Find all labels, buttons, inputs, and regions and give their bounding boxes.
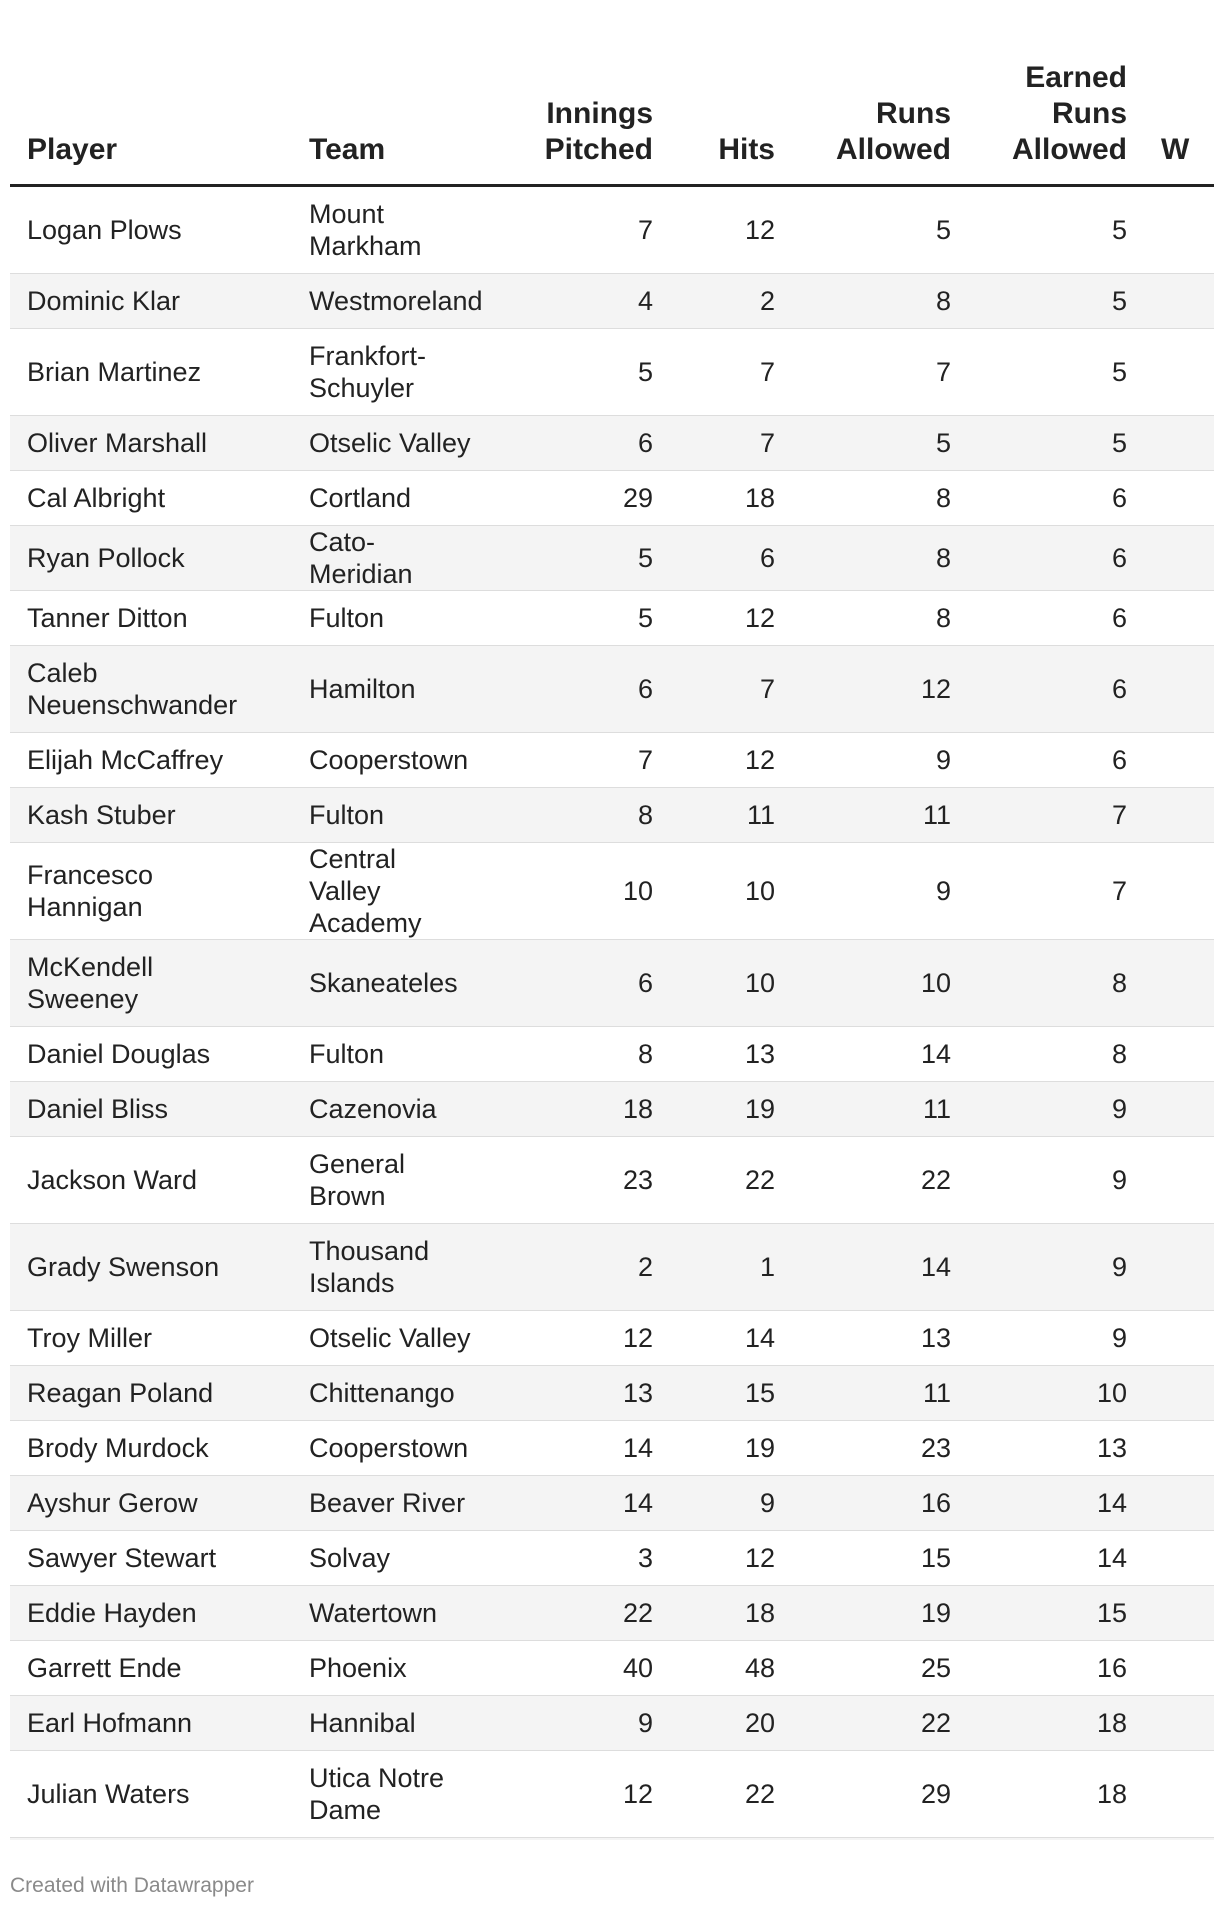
team-cell: [292, 591, 472, 646]
table-row: [10, 1696, 1214, 1751]
column-header-earned-runs-allowed[interactable]: [968, 0, 1144, 186]
runs-allowed-cell: 23: [792, 1421, 968, 1476]
player-cell: [10, 1224, 292, 1311]
cell-line: Chittenango: [309, 1378, 455, 1408]
table-viewport[interactable]: [10, 0, 1214, 1840]
earned-runs-allowed-cell: 9: [968, 1137, 1144, 1224]
cell-line: Hamilton: [309, 674, 416, 704]
cell-line: Caleb: [27, 658, 98, 688]
hits-cell: 19: [670, 1082, 792, 1137]
cell-line: Watertown: [309, 1598, 438, 1628]
table-body: [10, 186, 1214, 1841]
innings-pitched-cell: 5: [472, 329, 670, 416]
player-cell: [10, 1137, 292, 1224]
team-cell: [292, 1082, 472, 1137]
earned-runs-allowed-cell: 5: [968, 274, 1144, 329]
cell-line: Frankfort-: [309, 341, 427, 371]
walks-cell: [1144, 416, 1214, 471]
cell-line: Julian Waters: [27, 1779, 190, 1809]
player-cell: [10, 1476, 292, 1531]
cell-line: Cazenovia: [309, 1094, 437, 1124]
cell-line: Fulton: [309, 1039, 385, 1069]
team-cell: [292, 733, 472, 788]
player-cell: [10, 1082, 292, 1137]
cell-line: Reagan Poland: [27, 1378, 214, 1408]
cell-line: Brown: [309, 1181, 386, 1211]
earned-runs-allowed-cell: 16: [968, 1641, 1144, 1696]
cell-line: General: [309, 1149, 406, 1179]
innings-pitched-cell: 9: [472, 1696, 670, 1751]
earned-runs-allowed-cell: 6: [968, 471, 1144, 526]
column-header-w[interactable]: [1144, 0, 1214, 186]
innings-pitched-cell: 6: [472, 646, 670, 733]
walks-cell: [1144, 526, 1214, 591]
walks-cell: [1144, 733, 1214, 788]
hits-cell: 22: [670, 1751, 792, 1838]
walks-cell: [1144, 329, 1214, 416]
column-header-line: Runs: [1052, 97, 1127, 130]
innings-pitched-cell: 6: [472, 940, 670, 1027]
earned-runs-allowed-cell: 18: [968, 1751, 1144, 1838]
player-cell: [10, 1311, 292, 1366]
innings-pitched-cell: 18: [472, 1082, 670, 1137]
innings-pitched-cell: 8: [472, 788, 670, 843]
runs-allowed-cell: 11: [792, 1082, 968, 1137]
player-cell: [10, 843, 292, 940]
player-cell: [10, 646, 292, 733]
runs-allowed-cell: 16: [792, 1476, 968, 1531]
player-cell: [10, 940, 292, 1027]
table-row: [10, 526, 1214, 591]
team-cell: [292, 1421, 472, 1476]
walks-cell: [1144, 1641, 1214, 1696]
cell-line: Neuenschwander: [27, 690, 238, 720]
runs-allowed-cell: 5: [792, 416, 968, 471]
team-cell: [292, 1531, 472, 1586]
earned-runs-allowed-cell: 6: [968, 733, 1144, 788]
hits-cell: 7: [670, 646, 792, 733]
innings-pitched-cell: 5: [472, 526, 670, 591]
walks-cell: [1144, 186, 1214, 274]
player-cell: [10, 274, 292, 329]
team-cell: [292, 1476, 472, 1531]
cell-line: Academy: [309, 908, 422, 938]
table-row: [10, 416, 1214, 471]
walks-cell: [1144, 1027, 1214, 1082]
cell-line: Skaneateles: [309, 968, 458, 998]
cell-line: Francesco: [27, 860, 154, 890]
team-cell: [292, 646, 472, 733]
cell-line: Ryan Pollock: [27, 543, 185, 573]
hits-cell: 14: [670, 1311, 792, 1366]
cell-line: Cal Albright: [27, 483, 166, 513]
cell-line: Ayshur Gerow: [27, 1488, 198, 1518]
hits-cell: 7: [670, 329, 792, 416]
cell-line: Jackson Ward: [27, 1165, 198, 1195]
earned-runs-allowed-cell: 5: [968, 329, 1144, 416]
table-row: [10, 1476, 1214, 1531]
hits-cell: 12: [670, 186, 792, 274]
table-row: [10, 1751, 1214, 1838]
earned-runs-allowed-cell: 9: [968, 1082, 1144, 1137]
walks-cell: [1144, 1311, 1214, 1366]
innings-pitched-cell: 7: [472, 733, 670, 788]
column-header-line: Earned: [1025, 61, 1127, 94]
player-cell: [10, 1696, 292, 1751]
earned-runs-allowed-cell: 10: [968, 1366, 1144, 1421]
table-row: [10, 1137, 1214, 1224]
hits-cell: 12: [670, 1531, 792, 1586]
team-cell: [292, 1137, 472, 1224]
column-header-line: Allowed: [835, 133, 951, 166]
table-row: [10, 1311, 1214, 1366]
runs-allowed-cell: 5: [792, 186, 968, 274]
innings-pitched-cell: 12: [472, 1311, 670, 1366]
walks-cell: [1144, 471, 1214, 526]
earned-runs-allowed-cell: 15: [968, 1586, 1144, 1641]
innings-pitched-cell: 8: [472, 1027, 670, 1082]
runs-allowed-cell: 14: [792, 1027, 968, 1082]
hits-cell: 10: [670, 843, 792, 940]
cell-line: Otselic Valley: [309, 428, 471, 458]
runs-allowed-cell: 7: [792, 329, 968, 416]
cell-line: Hannigan: [27, 892, 143, 922]
walks-cell: [1144, 1696, 1214, 1751]
walks-cell: [1144, 1838, 1214, 1841]
hits-cell: 2: [670, 274, 792, 329]
runs-allowed-cell: 13: [792, 1311, 968, 1366]
innings-pitched-cell: 23: [472, 1137, 670, 1224]
cell-line: Sweeney: [27, 984, 139, 1014]
cell-line: Earl Hofmann: [27, 1708, 193, 1738]
player-cell: [10, 1586, 292, 1641]
runs-allowed-cell: 15: [792, 1531, 968, 1586]
cell-line: Daniel Douglas: [27, 1039, 211, 1069]
player-cell: [10, 733, 292, 788]
runs-allowed-cell: 8: [792, 591, 968, 646]
credit-text[interactable]: Created with Datawrapper: [10, 1874, 254, 1897]
walks-cell: [1144, 1224, 1214, 1311]
walks-cell: [1144, 788, 1214, 843]
innings-pitched-cell: 2: [472, 1224, 670, 1311]
table-row: [10, 1027, 1214, 1082]
player-cell: [10, 329, 292, 416]
player-cell: [10, 1027, 292, 1082]
team-cell: [292, 1027, 472, 1082]
table-row: [10, 1421, 1214, 1476]
team-cell: [292, 843, 472, 940]
cell-line: Beaver River: [309, 1488, 466, 1518]
earned-runs-allowed-cell: 9: [968, 1224, 1144, 1311]
runs-allowed-cell: 9: [792, 843, 968, 940]
cell-line: Mount: [309, 199, 385, 229]
hits-cell: 20: [670, 1696, 792, 1751]
walks-cell: [1144, 843, 1214, 940]
earned-runs-allowed-cell: 6: [968, 526, 1144, 591]
team-cell: [292, 1586, 472, 1641]
hits-cell: 12: [670, 591, 792, 646]
runs-allowed-cell: 8: [792, 471, 968, 526]
player-cell: [10, 471, 292, 526]
team-cell: [292, 416, 472, 471]
player-cell: [10, 1366, 292, 1421]
team-cell: [292, 1366, 472, 1421]
player-cell: [10, 1421, 292, 1476]
hits-cell: 18: [670, 1586, 792, 1641]
column-header-innings-pitched[interactable]: [472, 0, 670, 186]
hits-cell: 18: [670, 471, 792, 526]
player-cell: [10, 1531, 292, 1586]
hits-cell: 19: [670, 1421, 792, 1476]
innings-pitched-cell: 29: [472, 471, 670, 526]
table-row: [10, 1366, 1214, 1421]
player-cell: [10, 416, 292, 471]
team-cell: [292, 1838, 472, 1841]
cell-line: Islands: [309, 1268, 395, 1298]
table-row: [10, 733, 1214, 788]
hits-cell: 48: [670, 1641, 792, 1696]
cell-line: Cato-Meridian: [309, 527, 413, 589]
walks-cell: [1144, 1421, 1214, 1476]
earned-runs-allowed-cell: 5: [968, 416, 1144, 471]
team-cell: [292, 274, 483, 329]
cell-line: Tanner Ditton: [27, 603, 188, 633]
cell-line: Westmoreland: [309, 286, 483, 316]
hits-cell: 13: [670, 1027, 792, 1082]
innings-pitched-cell: 14: [472, 1476, 670, 1531]
cell-line: Troy Miller: [27, 1323, 152, 1353]
hits-cell: 22: [670, 1137, 792, 1224]
earned-runs-allowed-cell: 6: [968, 646, 1144, 733]
table-row: [10, 1224, 1214, 1311]
innings-pitched-cell: 7: [472, 186, 670, 274]
earned-runs-allowed-cell: 14: [968, 1476, 1144, 1531]
cell-line: Elijah McCaffrey: [27, 745, 224, 775]
runs-allowed-cell: 11: [792, 788, 968, 843]
cell-line: Cortland: [309, 483, 412, 513]
innings-pitched-cell: [472, 1838, 670, 1841]
column-header-line: Innings: [546, 97, 653, 130]
hits-cell: 7: [670, 416, 792, 471]
hits-cell: [670, 1838, 792, 1841]
walks-cell: [1144, 591, 1214, 646]
cell-line: Cooperstown: [309, 1433, 469, 1463]
table-row: [10, 591, 1214, 646]
innings-pitched-cell: 14: [472, 1421, 670, 1476]
innings-pitched-cell: 10: [472, 843, 670, 940]
runs-allowed-cell: 10: [792, 940, 968, 1027]
innings-pitched-cell: 6: [472, 416, 670, 471]
runs-allowed-cell: 9: [792, 733, 968, 788]
earned-runs-allowed-cell: 8: [968, 940, 1144, 1027]
walks-cell: [1144, 1082, 1214, 1137]
runs-allowed-cell: 11: [792, 1366, 968, 1421]
table-row: [10, 646, 1214, 733]
earned-runs-allowed-cell: 6: [968, 591, 1144, 646]
header-row: [10, 0, 1214, 186]
cell-line: Thousand: [309, 1236, 430, 1266]
column-header-runs-allowed[interactable]: [792, 0, 968, 186]
table-row: [10, 471, 1214, 526]
innings-pitched-cell: 3: [472, 1531, 670, 1586]
runs-allowed-cell: [792, 1838, 968, 1841]
column-header-hits[interactable]: [670, 0, 792, 186]
player-cell: [10, 591, 292, 646]
innings-pitched-cell: 4: [472, 274, 670, 329]
walks-cell: [1144, 940, 1214, 1027]
hits-cell: 12: [670, 733, 792, 788]
column-header-line: W: [1161, 133, 1190, 166]
team-cell: [292, 1641, 472, 1696]
column-header-team[interactable]: [292, 0, 472, 186]
runs-allowed-cell: 29: [792, 1751, 968, 1838]
table-row: [10, 1838, 1214, 1841]
runs-allowed-cell: 22: [792, 1137, 968, 1224]
runs-allowed-cell: 25: [792, 1641, 968, 1696]
cell-line: Sawyer Stewart: [27, 1543, 217, 1573]
runs-allowed-cell: 8: [792, 274, 968, 329]
player-cell: [10, 788, 292, 843]
cell-line: Fulton: [309, 800, 385, 830]
walks-cell: [1144, 1476, 1214, 1531]
cell-line: Grady Swenson: [27, 1252, 220, 1282]
table-row: [10, 1082, 1214, 1137]
cell-line: Brian Martinez: [27, 357, 202, 387]
runs-allowed-cell: 12: [792, 646, 968, 733]
column-header-line: Allowed: [1011, 133, 1127, 166]
cell-line: Fulton: [309, 603, 385, 633]
team-cell: [292, 1751, 472, 1838]
walks-cell: [1144, 274, 1214, 329]
column-header-line: Hits: [718, 133, 775, 166]
walks-cell: [1144, 1531, 1214, 1586]
cell-line: Phoenix: [309, 1653, 407, 1683]
hits-cell: 15: [670, 1366, 792, 1421]
cell-line: Solvay: [309, 1543, 391, 1573]
hits-cell: 11: [670, 788, 792, 843]
column-header-line: Team: [309, 133, 386, 166]
cell-line: Cooperstown: [309, 745, 469, 775]
cell-line: Schuyler: [309, 373, 415, 403]
cell-line: Markham: [309, 231, 422, 261]
cell-line: Dame: [309, 1795, 382, 1825]
table-row: [10, 1531, 1214, 1586]
table-row: [10, 329, 1214, 416]
cell-line: Otselic Valley: [309, 1323, 471, 1353]
team-cell: [292, 1696, 472, 1751]
earned-runs-allowed-cell: 7: [968, 788, 1144, 843]
cell-line: Daniel Bliss: [27, 1094, 169, 1124]
team-cell: [292, 186, 472, 274]
innings-pitched-cell: 5: [472, 591, 670, 646]
earned-runs-allowed-cell: 7: [968, 843, 1144, 940]
earned-runs-allowed-cell: 18: [968, 1696, 1144, 1751]
cell-line: Dominic Klar: [27, 286, 181, 316]
table-row: [10, 1586, 1214, 1641]
team-cell: [292, 329, 472, 416]
innings-pitched-cell: 22: [472, 1586, 670, 1641]
earned-runs-allowed-cell: 9: [968, 1311, 1144, 1366]
cell-line: [309, 1839, 402, 1840]
cell-line: Hannibal: [309, 1708, 416, 1738]
runs-allowed-cell: 22: [792, 1696, 968, 1751]
player-cell: [10, 1838, 292, 1841]
hits-cell: 10: [670, 940, 792, 1027]
table-row: [10, 843, 1214, 940]
hits-cell: 1: [670, 1224, 792, 1311]
runs-allowed-cell: 8: [792, 526, 968, 591]
cell-line: Garrett Ende: [27, 1653, 182, 1683]
player-cell: [10, 186, 292, 274]
column-header-line: Runs: [876, 97, 951, 130]
table-row: [10, 788, 1214, 843]
team-cell: [292, 940, 472, 1027]
team-cell: [292, 526, 472, 591]
table-row: [10, 940, 1214, 1027]
cell-line: Utica Notre: [309, 1763, 445, 1793]
innings-pitched-cell: 12: [472, 1751, 670, 1838]
player-cell: [10, 526, 292, 591]
earned-runs-allowed-cell: 8: [968, 1027, 1144, 1082]
table-row: [10, 274, 1214, 329]
team-cell: [292, 788, 472, 843]
innings-pitched-cell: 40: [472, 1641, 670, 1696]
table-row: [10, 1641, 1214, 1696]
cell-line: Central Valley: [309, 844, 397, 906]
cell-line: Kash Stuber: [27, 800, 176, 830]
column-header-player[interactable]: [10, 0, 292, 186]
hits-cell: 6: [670, 526, 792, 591]
cell-line: Oliver Marshall: [27, 428, 208, 458]
table-row: [10, 186, 1214, 274]
pitching-stats-table: [10, 0, 1214, 1840]
column-header-line: Player: [27, 133, 118, 166]
walks-cell: [1144, 1366, 1214, 1421]
cell-line: McKendell: [27, 952, 154, 982]
team-cell: [292, 1311, 472, 1366]
walks-cell: [1144, 1751, 1214, 1838]
earned-runs-allowed-cell: [968, 1838, 1144, 1841]
hits-cell: 9: [670, 1476, 792, 1531]
runs-allowed-cell: 19: [792, 1586, 968, 1641]
cell-line: Eddie Hayden: [27, 1598, 197, 1628]
earned-runs-allowed-cell: 13: [968, 1421, 1144, 1476]
column-header-line: Pitched: [544, 133, 653, 166]
team-cell: [292, 471, 472, 526]
player-cell: [10, 1641, 292, 1696]
team-cell: [292, 1224, 472, 1311]
player-cell: [10, 1751, 292, 1838]
walks-cell: [1144, 1137, 1214, 1224]
earned-runs-allowed-cell: 5: [968, 186, 1144, 274]
innings-pitched-cell: 13: [472, 1366, 670, 1421]
earned-runs-allowed-cell: 14: [968, 1531, 1144, 1586]
walks-cell: [1144, 646, 1214, 733]
walks-cell: [1144, 1586, 1214, 1641]
cell-line: Brody Murdock: [27, 1433, 209, 1463]
runs-allowed-cell: 14: [792, 1224, 968, 1311]
cell-line: Logan Plows: [27, 215, 182, 245]
